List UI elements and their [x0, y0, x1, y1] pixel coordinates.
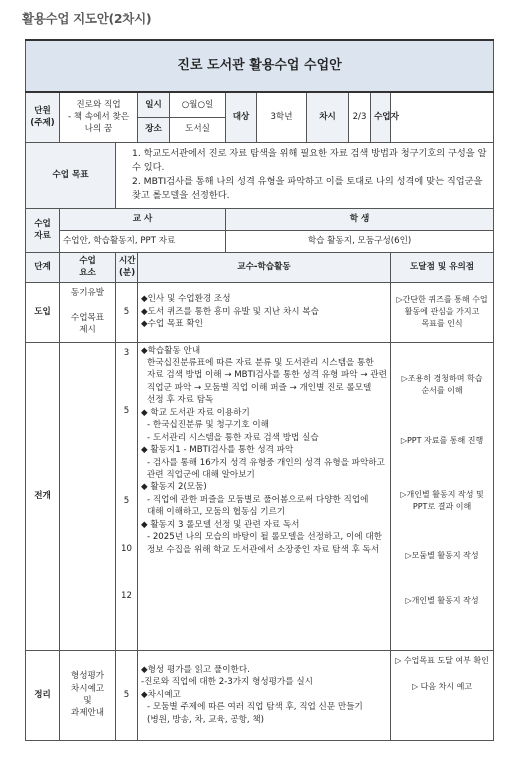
activity-line: ◆도서 퀴즈를 통한 흥미 유발 및 지난 차시 복습: [141, 306, 319, 317]
doc-title: 진로 도서관 활용수업 수업안: [26, 40, 494, 92]
session-value: 2/3: [349, 92, 371, 142]
activity-line: ◆형성 평가를 읽고 풀이한다.: [141, 664, 250, 675]
col-activity: 교수-학습활동: [138, 252, 391, 282]
activity-line: ◆ 활동지 3 롤모델 선정 및 관련 자료 독서: [141, 519, 300, 530]
time-value: 10: [121, 543, 132, 554]
lesson-plan-table: [25, 39, 494, 741]
activity-line: - 직업에 관한 퍼즐을 모둠별로 풀어봄으로써 다양한 직업에 대해 이해하고, 모둠의 협동심 기르기: [147, 494, 369, 518]
develop-tips: [391, 342, 494, 650]
goal-list: [116, 142, 494, 208]
closing-tips: [391, 650, 494, 740]
activity-line: - 검사를 통해 16가지 성격 유형중 개인의 성격 유형을 파악하고 관련 직업군에 대해 알아보기: [147, 457, 385, 481]
materials-teacher-header: 교 사: [60, 208, 226, 230]
col-tips: 도달점 및 유의점: [391, 252, 494, 282]
intro-element: 동기유발 수업목표 제시: [60, 282, 116, 342]
time-value: 5: [123, 495, 130, 506]
tip-line: ▷ 다음 차시 예고: [411, 681, 473, 691]
goal-label: 수업 목표: [26, 142, 116, 208]
activity-line: 한국십진분류표에 따른 자료 분류 및 도서관리 시스템을 통한 자료 검색 방법 이해 → MBTI검사를 통한 성격 유형 파악 → 관련 직업군 파악 → 모둠별 직업 이해 퍼즐 → 개인별 진로 롤모델 선정 후 자료 탐독: [147, 357, 387, 406]
unit-label: 단원 (주제): [26, 92, 60, 142]
tip-line: ▷모둠별 활동지 작성: [405, 550, 479, 560]
tip-line: ▷PPT 자료를 통해 진행: [400, 435, 484, 445]
intro-stage: 도입: [26, 282, 60, 342]
intro-time: 5: [116, 282, 138, 342]
materials-label: 수업 자료: [26, 208, 60, 252]
activity-line: - 모둠별 주제에 따른 여러 직업 탐색 후, 직업 신문 만들기 (병원, 방송, 차, 교육, 공항, 책): [147, 702, 363, 725]
develop-times: [116, 342, 138, 650]
target-value: 3학년: [257, 92, 307, 142]
date-label: 일시: [138, 92, 170, 117]
activity-line: ◆ 학교 도서관 자료 이용하기: [141, 407, 250, 418]
develop-activities: [138, 342, 391, 650]
materials-teacher-value: 수업안, 학습활동지, PPT 자료: [60, 230, 226, 252]
place-value: 도서실: [170, 117, 226, 142]
col-stage: 단계: [26, 252, 60, 282]
tip-line: ▷개인별 활동지 작성 및 PPT로 결과 이해: [400, 489, 484, 511]
intro-activities: [138, 282, 391, 342]
teacher-label: 수업자: [371, 92, 391, 142]
time-value: 3: [123, 347, 130, 358]
closing-stage: 정리: [26, 650, 60, 740]
activity-line: - 한국십진분류 및 청구기호 이해: [147, 420, 269, 431]
teacher-value: [391, 92, 494, 142]
closing-time: 5: [116, 650, 138, 740]
time-value: 12: [121, 590, 132, 601]
intro-tip: ▷간단한 퀴즈를 통해 수업 활동에 관심을 가지고 목표를 인식: [391, 282, 494, 342]
develop-element: [60, 342, 116, 650]
activity-line: ◆ 활동지 2(모둠): [141, 482, 207, 493]
activity-line: ◆차시예고: [141, 689, 181, 700]
activity-line: - 2025년 나의 모습의 바탕이 될 롤모델을 선정하고, 이에 대한 정보 수집을 위해 학교 도서관에서 소장중인 자료 탐색 후 독서: [147, 532, 382, 555]
tip-line: ▷개인별 활동지 작성: [405, 595, 479, 605]
materials-student-value: 학습 활동지, 모둠구성(6인): [226, 230, 494, 252]
tip-line: ▷ 수업목표 도달 여부 확인: [395, 655, 489, 665]
place-label: 장소: [138, 117, 170, 142]
time-value: 5: [123, 405, 130, 416]
activity-line: - 도서관리 시스템을 통한 자료 검색 방법 실습: [147, 432, 319, 443]
develop-stage: 전개: [26, 342, 60, 650]
activity-line: -진로와 직업에 대한 2-3가지 형성평가를 실시: [141, 677, 313, 688]
activity-line: ◆인사 및 수업환경 조성: [141, 294, 231, 305]
session-label: 차시: [307, 92, 349, 142]
date-value: ○월○일: [170, 92, 226, 117]
activity-line: ◆학습활동 안내: [141, 345, 201, 356]
activity-line: ◆수업 목표 확인: [141, 319, 203, 330]
target-label: 대상: [226, 92, 257, 142]
closing-activities: [138, 650, 391, 740]
col-element: 수업 요소: [60, 252, 116, 282]
goal-item: 2. MBTI검사를 통해 나의 성격 유형을 파악하고 이를 토대로 나의 성격에 맞는 직업군을 찾고 롤모델을 선정한다.: [132, 176, 483, 202]
tip-line: ▷조용히 경청하며 학습 순서를 이해: [401, 373, 483, 395]
page-title: 활용수업 지도안(2차시): [22, 11, 152, 26]
goal-item: 1. 학교도서관에서 진로 자료 탐색을 위해 필요한 자료 검색 방법과 청구기호의 구성을 알 수 있다.: [132, 147, 487, 173]
closing-element: 형성평가 차시예고 및 과제안내: [60, 650, 116, 740]
col-time: 시간 (분): [116, 252, 138, 282]
unit-value: 진로와 직업 - 책 속에서 찾은 나의 꿈: [60, 92, 138, 142]
materials-student-header: 학 생: [226, 208, 494, 230]
activity-line: ◆ 활동지1 - MBTI검사를 통한 성격 파악: [141, 445, 294, 456]
